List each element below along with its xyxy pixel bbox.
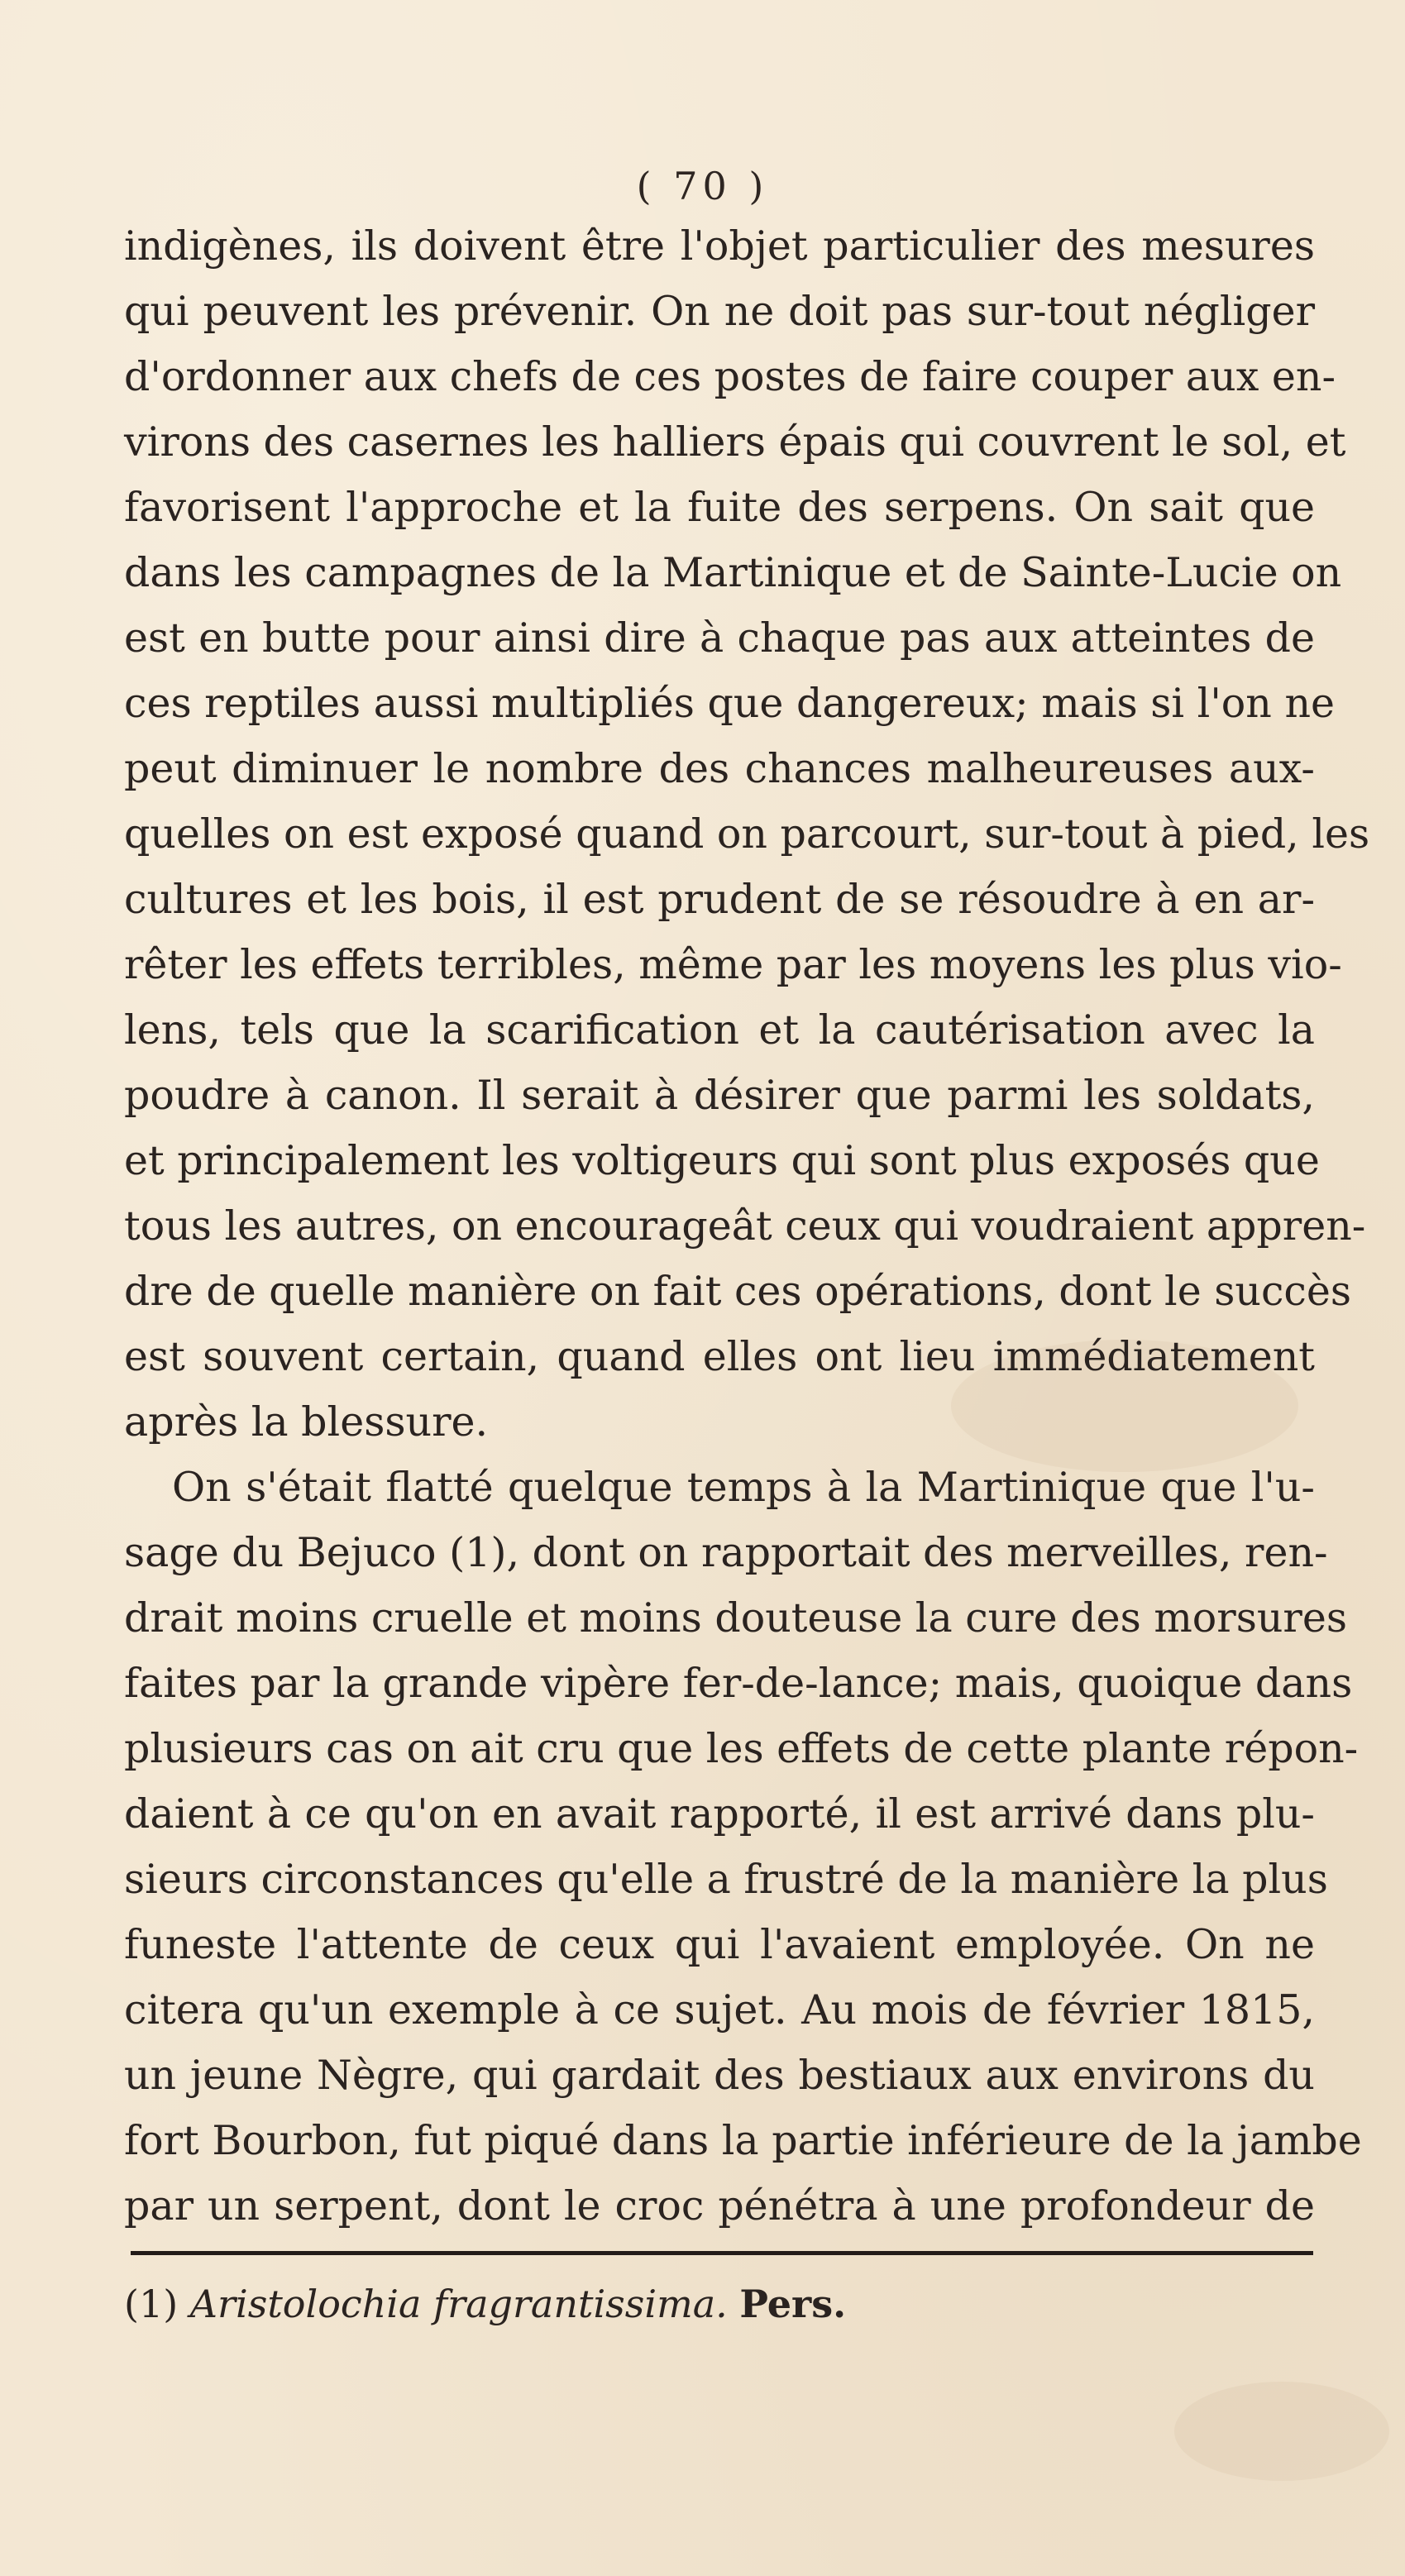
text-line: d'ordonner aux chefs de ces postes de faire couper aux en- [124,353,1336,400]
text-line: dans les campagnes de la Martinique et de Sainte-Lucie on [124,549,1342,596]
body-text [124,213,1370,2239]
text-line: est en butte pour ainsi dire à chaque pas aux atteintes de [124,614,1315,662]
text-line: drait moins cruelle et moins douteuse la cure des morsures [124,1594,1347,1642]
text-line: faites par la grande vipère fer-de-lance; mais, quoique dans [124,1660,1353,1707]
footnote-rule [131,2251,1313,2255]
text-line: daient à ce qu'on en avait rapporté, il est arrivé dans plu- [124,1790,1315,1838]
paragraph-2 [124,1455,1362,2239]
text-line: par un serpent, dont le croc pénétra à une profondeur de [124,2182,1315,2230]
text-line: indigènes, ils doivent être l'objet particulier des mesures [124,222,1315,270]
paragraph-1 [124,213,1370,1455]
text-line: après la blessure. [124,1398,489,1446]
text-line: favorisent l'approche et la fuite des serpens. On sait que [124,484,1315,531]
footnote-species: Aristolochia fragrantissima. [189,2282,728,2326]
text-line: sage du Bejuco (1), dont on rapportait des merveilles, ren- [124,1529,1328,1576]
text-line: citera qu'un exemple à ce sujet. Au mois de février 1815, [124,1986,1315,2034]
footnote-author: Pers. [739,2282,847,2326]
text-line: poudre à canon. Il serait à désirer que parmi les soldats, [124,1072,1315,1119]
text-line: peut diminuer le nombre des chances malheureuses aux- [124,745,1315,792]
page-number: ( 70 ) [636,164,769,208]
footnote-marker: (1) [124,2282,179,2326]
text-line: sieurs circonstances qu'elle a frustré de la manière la plus [124,1856,1328,1903]
text-line: lens, tels que la scarification et la cautérisation avec la [124,1006,1315,1054]
text-line: dre de quelle manière on fait ces opérations, dont le succès [124,1268,1352,1315]
text-line: ces reptiles aussi multipliés que dangereux; mais si l'on ne [124,680,1335,727]
text-line: est souvent certain, quand elles ont lieu immédiatement [124,1333,1315,1380]
text-line: plusieurs cas on ait cru que les effets de cette plante répon- [124,1725,1359,1772]
text-line: fort Bourbon, fut piqué dans la partie inférieure de la jambe [124,2117,1362,2164]
text-line: funeste l'attente de ceux qui l'avaient employée. On ne [124,1921,1315,1968]
text-line: virons des casernes les halliers épais qui couvrent le sol, et [124,418,1346,466]
text-line: rêter les effets terribles, même par les moyens les plus vio- [124,941,1342,988]
text-line: cultures et les bois, il est prudent de se résoudre à en ar- [124,876,1315,923]
text-line: tous les autres, on encourageât ceux qui voudraient appren- [124,1202,1366,1250]
text-line: On s'était flatté quelque temps à la Martinique que l'u- [172,1464,1315,1511]
paper-stain [1174,2382,1389,2481]
text-line: quelles on est exposé quand on parcourt, sur-tout à pied, les [124,810,1370,858]
text-line: un jeune Nègre, qui gardait des bestiaux aux environs du [124,2052,1315,2099]
footnote [124,2279,846,2329]
text-line: qui peuvent les prévenir. On ne doit pas sur-tout négliger [124,288,1315,335]
text-line: et principalement les voltigeurs qui sont plus exposés que [124,1137,1320,1184]
